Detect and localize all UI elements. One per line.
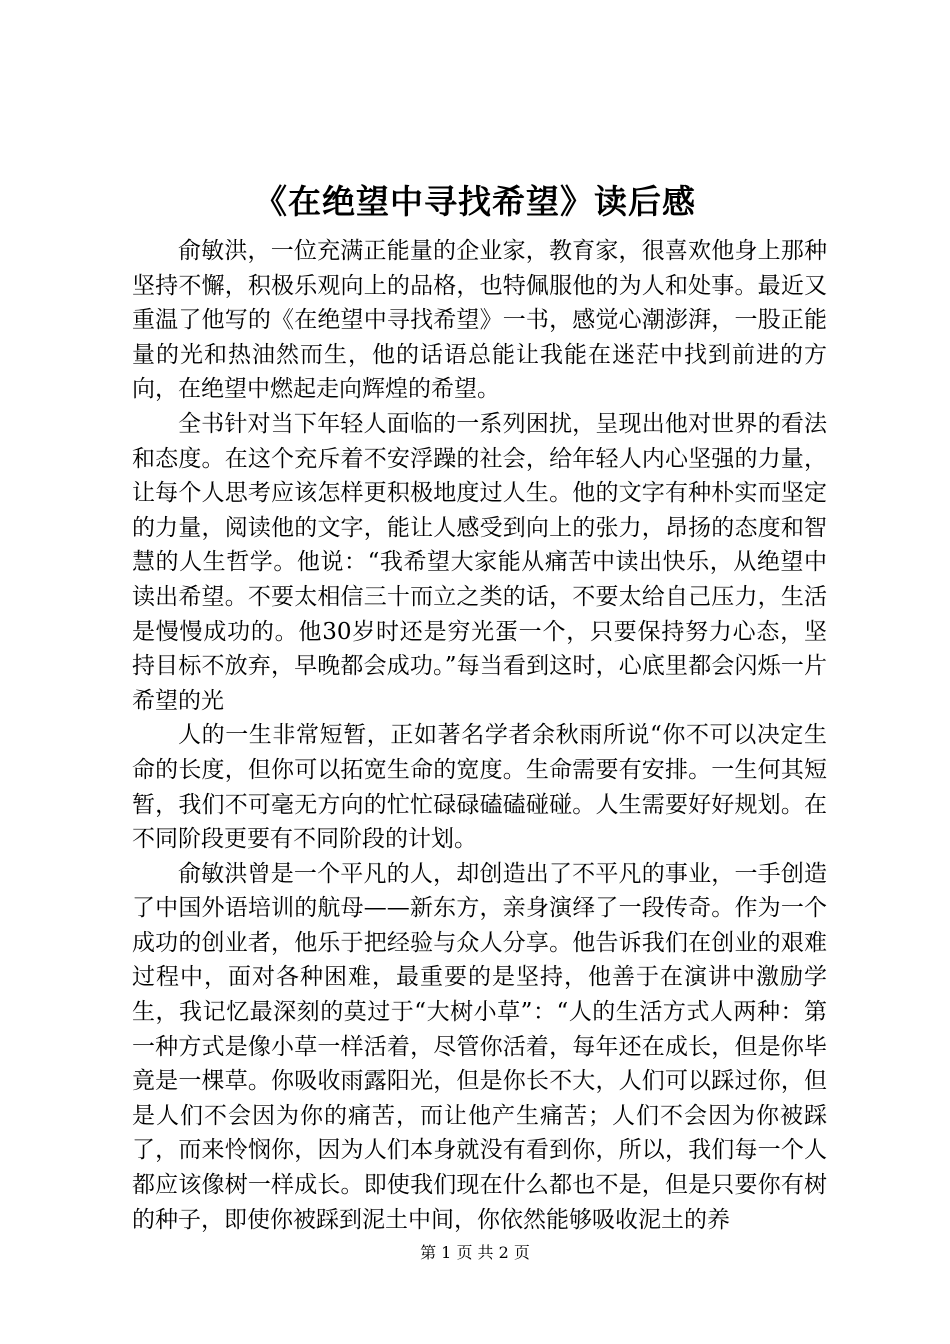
paragraph: 人的一生非常短暂，正如著名学者余秋雨所说“你不可以决定生命的长度，但你可以拓宽生命的宽度。生命需要有安排。一生何其短暂，我们不可毫无方向的忙忙碌碌磕磕碰碰。人生需要好好规划。在不同阶段更要有不同阶段的计划。 [132,722,827,853]
paragraph: 俞敏洪曾是一个平凡的人，却创造出了不平凡的事业，一手创造了中国外语培训的航母——新东方，亲身演绎了一段传奇。作为一个成功的创业者，他乐于把经验与众人分享。他告诉我们在创业的艰难过程中，面对各种困难，最重要的是坚持，他善于在演讲中激励学生，我记忆最深刻的莫过于“大树小草”：“人的生活方式人两种：第一种方式是像小草一样活着，尽管你活着，每年还在成长，但是你毕竟是一棵草。你吸收雨露阳光，但是你长不大，人们可以踩过你，但是人们不会因为你的痛苦，而让他产生痛苦；人们不会因为你被踩了，而来怜悯你，因为人们本身就没有看到你，所以，我们每一个人都应该像树一样成长。即使我们现在什么都也不是，但是只要你有树的种子，即使你被踩到泥土中间，你依然能够吸收泥土的养 [132,860,827,1233]
document-title: 《在绝望中寻找希望》读后感 [254,182,696,221]
paragraph: 俞敏洪，一位充满正能量的企业家，教育家，很喜欢他身上那种坚持不懈，积极乐观向上的品格，也特佩服他的为人和处事。最近又重温了他写的《在绝望中寻找希望》一书，感觉心潮澎湃，一股正能量的光和热油然而生，他的话语总能让我能在迷茫中找到前进的方向，在绝望中燃起走向辉煌的希望。 [132,238,827,403]
paragraph: 全书针对当下年轻人面临的一系列困扰，呈现出他对世界的看法和态度。在这个充斥着不安浮躁的社会，给年轻人内心坚强的力量，让每个人思考应该怎样更积极地度过人生。他的文字有种朴实而坚定的力量，阅读他的文字，能让人感受到向上的张力，昂扬的态度和智慧的人生哲学。他说：“我希望大家能从痛苦中读出快乐，从绝望中读出希望。不要太相信三十而立之类的话，不要太给自己压力，生活是慢慢成功的。他30岁时还是穷光蛋一个，只要保持努力心态，坚持目标不放弃，早晚都会成功。”每当看到这时，心底里都会闪烁一片希望的光 [132,410,827,714]
page-number-footer: 第 1 页 共 2 页 [420,1243,530,1262]
document-body [132,234,827,1237]
